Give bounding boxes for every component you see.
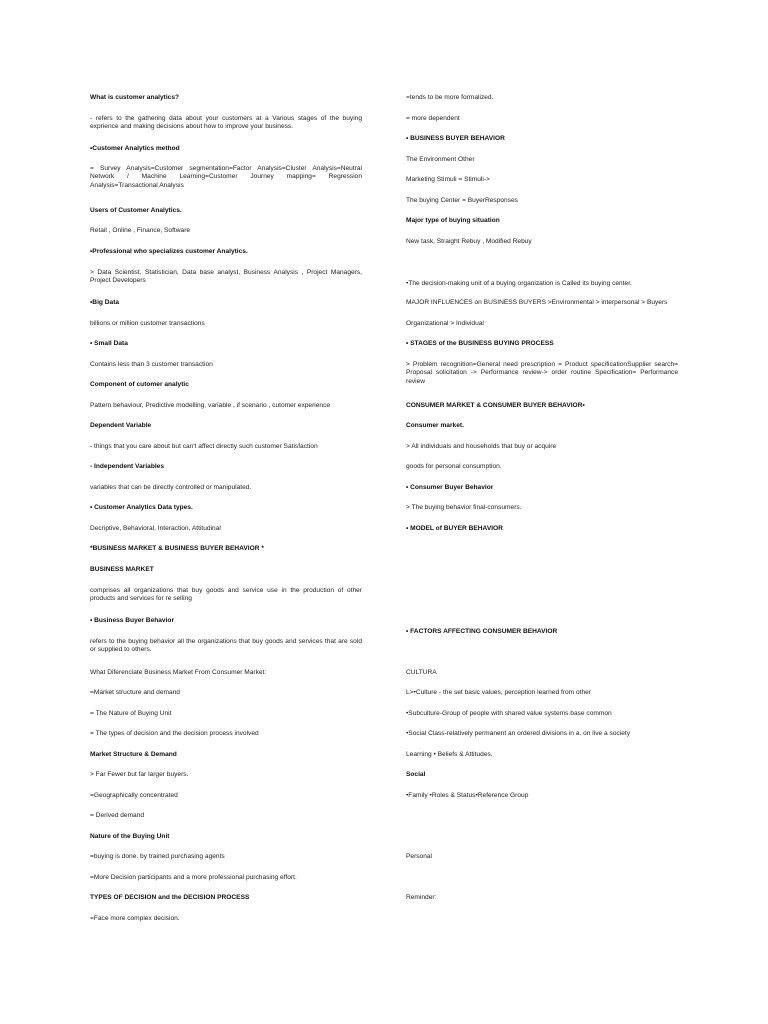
- learning-text: Learning • Beliefs & Attitudes.: [406, 751, 493, 758]
- heading-business-buyer-behavior: • Business Buyer Behavior: [90, 617, 175, 624]
- decision-types-item: = The types of decision and the decision process involved: [90, 730, 259, 737]
- heading-analytics-method: •Customer Analytics method: [90, 145, 180, 152]
- personal-text: Personal: [406, 853, 433, 860]
- heading-business-market: BUSINESS MARKET: [90, 566, 154, 573]
- heading-dependent-variable: Dependent Variable: [90, 422, 152, 429]
- formalized-text: =tends to be more formalized.: [406, 94, 494, 101]
- more-participants-text: =More Decision participants and a more professional purchasing effort.: [90, 874, 297, 881]
- stages-text: > Problem recognition=General need prescription = Product specificationSupplier search= Proposal solicitation -> Performance review-> order routine Specification= Performance review: [406, 361, 678, 385]
- heading-small-data: • Small Data: [90, 340, 128, 347]
- culture-text: L>•Culture - the set basic values, perception learned from other: [406, 689, 592, 696]
- heading-big-data: •Big Data: [90, 299, 120, 306]
- consumer-buyer-behavior-text: > The buying behavior final-consumers.: [406, 504, 522, 511]
- heading-nature-buying-unit: Nature of the Buying Unit: [90, 833, 170, 840]
- buying-unit-item: = The Nature of Buying Unit: [90, 710, 172, 717]
- heading-consumer-buyer-behavior: • Consumer Buyer Behavior: [406, 484, 494, 491]
- complex-decision-text: =Face more complex decision.: [90, 915, 180, 922]
- heading-data-types: • Customer Analytics Data types.: [90, 504, 193, 511]
- business-buyer-behavior-text: refers to the buying behavior all the organizations that buy goods and services that are sold or supplied to others.: [90, 638, 362, 654]
- consumer-market-text-2: goods for personal consumption.: [406, 463, 502, 470]
- fewer-buyers-text: > Far Fewer but far larger buyers.: [90, 771, 189, 778]
- definition-paragraph: - refers to the gathering data about your customers at a Various stages of the buying exprience and making decisions about how to improve your business.: [90, 115, 362, 131]
- heading-component: Component of cutomer analytic: [90, 381, 189, 388]
- trained-agents-text: =buying is done. by trained purchasing agents: [90, 853, 225, 860]
- heading-what-is-customer-analytics: What is customer analytics?: [90, 94, 180, 101]
- buying-situation-text: New task, Straight Rebuy , Modified Rebuy: [406, 238, 532, 245]
- heading-market-structure: Market Structure & Demand: [90, 751, 177, 758]
- heading-business-market-behavior: *BUSINESS MARKET & BUSINESS BUYER BEHAVIOR *: [90, 545, 264, 552]
- consumer-market-text-1: > All individuals and households that buy or acquire: [406, 443, 557, 450]
- independent-variables-text: variables that can be directly controlled or manipulated.: [90, 484, 252, 491]
- heading-buying-situation: Major type of buying situation: [406, 217, 500, 224]
- big-data-text: billions or million customer transactions: [90, 320, 205, 327]
- cultura-text: CULTURA: [406, 669, 437, 676]
- major-influences-text: MAJOR INFLUENCES on BUSINESS BUYERS >Environmental > interpersonal > Buyers: [406, 299, 668, 306]
- heading-business-buyer-behavior-2: • BUSINESS BUYER BEHAVIOR: [406, 135, 505, 142]
- market-structure-item: =Market structure and demand: [90, 689, 180, 696]
- heading-users: Users of Customer Analytics.: [90, 207, 182, 214]
- heading-consumer-market-behavior: CONSUMER MARKET & CONSUMER BUYER BEHAVIOR•: [406, 402, 585, 409]
- heading-independent-variables: - Independent Variables: [90, 463, 165, 470]
- reminder-text: Reminder:: [406, 894, 437, 901]
- marketing-stimuli-text: Marketing Stimuli = Stimuli->: [406, 176, 490, 183]
- data-types-text: Decriptive, Behavioral, Interaction, Attitudinal: [90, 525, 221, 532]
- buying-center-text: The buying Center = BuyerResponses: [406, 197, 518, 204]
- professionals-list: > Data Scientist, Statistician, Data base analyst, Business Analysis , Project Managers, Project Developers: [90, 269, 362, 285]
- organizational-text: Organizational > Individual: [406, 320, 484, 327]
- subculture-text: •Subculture-Group of people with shared value systems base common: [406, 710, 612, 717]
- decision-unit-text: •The decision-making unit of a buying organization is Called its buying center.: [406, 280, 632, 287]
- component-text: Pattern behaviour, Predictive modelling, variable , if scenario , cutomer experience: [90, 402, 331, 409]
- differentiate-heading: What Diferenciate Business Market From Consumer Market:: [90, 669, 267, 676]
- heading-social: Social: [406, 771, 426, 778]
- geographic-text: =Geographically concentrated: [90, 792, 178, 799]
- social-class-text: •Social Class-relatively permanent an ordered divisions in a. on live a society: [406, 730, 631, 737]
- heading-stages: • STAGES of the BUSINESS BUYING PROCESS: [406, 340, 554, 347]
- environment-text: The Environment Other: [406, 156, 475, 163]
- more-dependent-text: = more dependent: [406, 115, 460, 122]
- heading-professionals: •Professional who specializes customer Analytics.: [90, 248, 248, 255]
- dependent-variable-text: - things that you care about but can't affect directly such customer Satisfaction: [90, 443, 318, 450]
- methods-paragraph: = Survey Analysis=Customer segmentation=Factor Analysis=Cluster Analysis=Neutral Network / Machine Learning=Customer Journey mapping= Regression Analysis=Transactional Analysis: [90, 165, 362, 189]
- heading-model-buyer-behavior: • MODEL of BUYER BEHAVIOR: [406, 525, 503, 532]
- heading-consumer-market: Consumer market.: [406, 422, 464, 429]
- family-roles-text: •Family •Roles & Status•Reference Group: [406, 792, 529, 799]
- heading-types-of-decision: TYPES OF DECISION and the DECISION PROCESS: [90, 894, 250, 901]
- users-list: Retail , Online , Finance, Software: [90, 227, 191, 234]
- heading-factors: • FACTORS AFFECTING CONSUMER BEHAVIOR: [406, 628, 558, 635]
- small-data-text: Contains less than 3 customer transaction: [90, 361, 213, 368]
- derived-demand-text: = Derived demand: [90, 812, 145, 819]
- business-market-text: comprises all organizations that buy goods and service use in the production of other products and services for re selling: [90, 587, 362, 603]
